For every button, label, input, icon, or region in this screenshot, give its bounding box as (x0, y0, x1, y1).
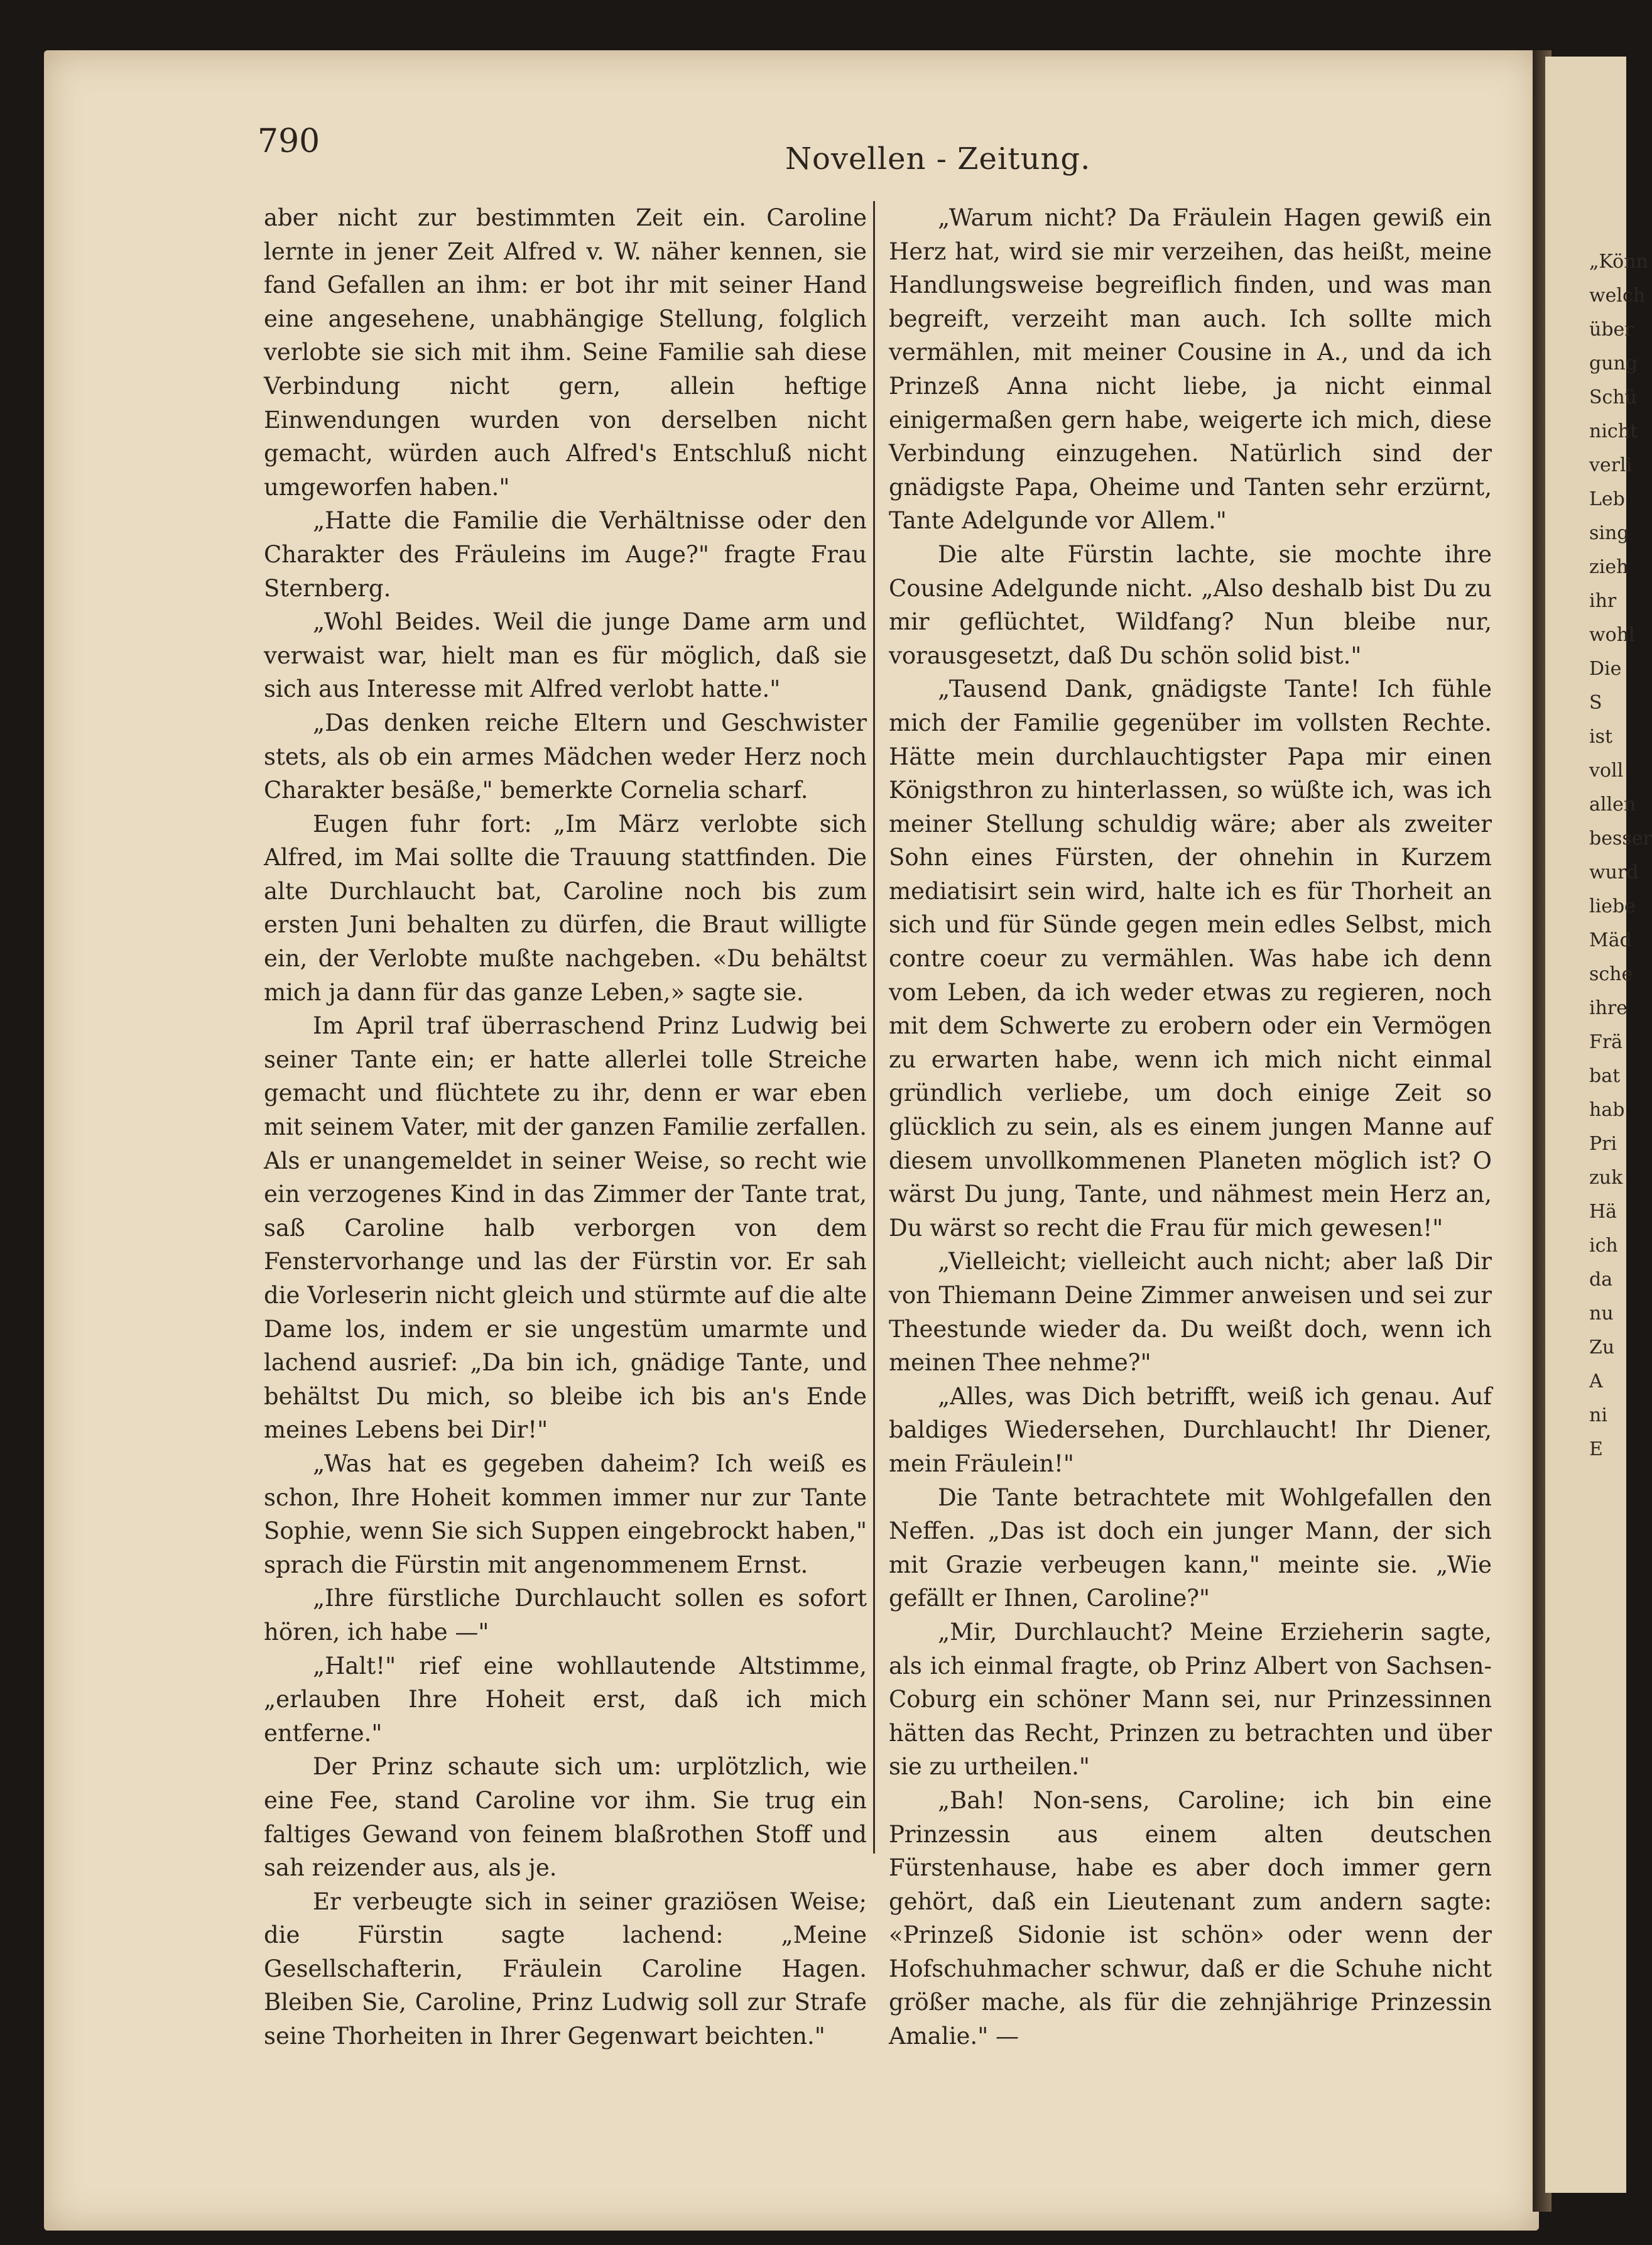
right-text-column (889, 201, 1492, 2053)
facing-page-fragment: wohl (1589, 624, 1635, 646)
paragraph: Er verbeugte sich in seiner graziösen Weise; die Fürstin sagte lachend: „Meine Gesellschafterin, Fräulein Caroline Hagen. Bleiben Sie, Caroline, Prinz Ludwig soll zur Strafe seine Thorheiten in Ihrer Gegenwart beichten." (264, 1887, 867, 2050)
facing-page-fragment: besser (1589, 828, 1652, 849)
facing-page-fragment: verli (1589, 454, 1633, 476)
facing-page-fragment: Mäd (1589, 929, 1632, 951)
facing-page-fragment: Frä (1589, 1031, 1623, 1053)
facing-page-fragment: da (1589, 1269, 1613, 1291)
facing-page-fragment: ihr (1589, 590, 1617, 612)
facing-page-fragment: A (1589, 1370, 1603, 1392)
facing-page-fragment: E (1589, 1438, 1603, 1460)
facing-page-fragment: nicht (1589, 420, 1638, 442)
paragraph: „Hatte die Familie die Verhältnisse oder den Charakter des Fräuleins im Auge?" fragte Frau Sternberg. (264, 507, 867, 602)
paragraph: „Mir, Durchlaucht? Meine Erzieherin sagte, als ich einmal fragte, ob Prinz Albert von Sachsen-Coburg ein schöner Mann sei, nur Prinzessinnen hätten das Recht, Prinzen zu betrachten und über sie zu urtheilen." (889, 1618, 1492, 1781)
facing-page-fragment: ist (1589, 726, 1613, 748)
facing-page-fragment: ni (1589, 1404, 1607, 1426)
facing-page-fragment: allen (1589, 794, 1636, 816)
paragraph: Die alte Fürstin lachte, sie mochte ihre Cousine Adelgunde nicht. „Also deshalb bist Du zu mir geflüchtet, Wildfang? Nun bleibe nur, vorausgesetzt, daß Du schön solid bist." (889, 540, 1492, 669)
facing-page-fragment: voll (1589, 760, 1624, 782)
paragraph: „Vielleicht; vielleicht auch nicht; aber laß Dir von Thiemann Deine Zimmer anweisen und sei zur Theestunde wieder da. Du weißt doch, wenn ich meinen Thee nehme?" (889, 1248, 1492, 1377)
paragraph: „Was hat es gegeben daheim? Ich weiß es schon, Ihre Hoheit kommen immer nur zur Tante Sophie, wenn Sie sich Suppen eingebrockt haben," sprach die Fürstin mit angenommenem Ernst. (264, 1450, 867, 1578)
facing-page-fragment: ihre (1589, 997, 1628, 1019)
facing-page-fragment: S (1589, 692, 1602, 714)
facing-page-fragment: Pri (1589, 1133, 1617, 1155)
facing-page-fragment: gung (1589, 352, 1638, 374)
paragraph: „Wohl Beides. Weil die junge Dame arm und verwaist war, hielt man es für möglich, daß sie sich aus Interesse mit Alfred verlobt hatte." (264, 608, 867, 703)
paragraph: „Alles, was Dich betrifft, weiß ich genau. Auf baldiges Wiedersehen, Durchlaucht! Ihr Diener, mein Fräulein!" (889, 1382, 1492, 1477)
paragraph: „Ihre fürstliche Durchlaucht sollen es sofort hören, ich habe —" (264, 1585, 867, 1646)
facing-page-fragment: ich (1589, 1235, 1618, 1257)
page-number: 790 (258, 123, 320, 160)
facing-page-fragment: Hä (1589, 1201, 1617, 1223)
running-head: Novellen - Zeitung. (785, 141, 1091, 177)
paragraph: „Warum nicht? Da Fräulein Hagen gewiß ein Herz hat, wird sie mir verzeihen, das heißt, meine Handlungsweise begreiflich finden, und was man begreift, verzeiht man auch. Ich sollte mich vermählen, mit meiner Cousine in A., und da ich Prinzeß Anna nicht liebe, ja nicht einmal einigermaßen gern habe, weigerte ich mich, diese Verbindung einzugehen. Natürlich sind der gnädigste Papa, Oheime und Tanten sehr erzürnt, Tante Adelgunde vor Allem." (889, 204, 1492, 535)
facing-page-fragment: nu (1589, 1303, 1614, 1325)
facing-page-fragment: bat (1589, 1065, 1621, 1087)
facing-page-fragment: Leb (1589, 488, 1625, 510)
facing-page-fragment: über (1589, 319, 1634, 341)
facing-page-text-fragments (1589, 245, 1652, 1879)
paragraph: Im April traf überraschend Prinz Ludwig bei seiner Tante ein; er hatte allerlei tolle Streiche gemacht und flüchtete zu ihr, denn er war eben mit seinem Vater, mit der ganzen Familie zerfallen. Als er unangemeldet in seiner Weise, so recht wie ein verzogenes Kind in das Zimmer der Tante trat, saß Caroline halb verborgen von dem Fenstervorhange und las der Fürstin vor. Er sah die Vorleserin nicht gleich und stürmte auf die alte Dame los, indem er sie ungestüm umarmte und lachend ausrief: „Da bin ich, gnädige Tante, und behältst Du mich, so bleibe ich bis an's Ende meines Lebens bei Dir!" (264, 1012, 867, 1444)
paragraph: „Halt!" rief eine wohllautende Altstimme, „erlauben Ihre Hoheit erst, daß ich mich entferne." (264, 1652, 867, 1747)
paragraph: Der Prinz schaute sich um: urplötzlich, wie eine Fee, stand Caroline vor ihm. Sie trug ein faltiges Gewand von feinem blaßrothen Stoff und sah reizender aus, als je. (264, 1753, 867, 1882)
facing-page-fragment: liebe (1589, 895, 1636, 917)
facing-page-fragment: zieh (1589, 556, 1629, 578)
facing-page-fragment: Schü (1589, 386, 1637, 408)
facing-page-fragment: sche (1589, 963, 1633, 985)
facing-page-fragment: zuk (1589, 1167, 1623, 1189)
facing-page-fragment: Die (1589, 658, 1622, 680)
paragraph: Eugen fuhr fort: „Im März verlobte sich Alfred, im Mai sollte die Trauung stattfinden. Die alte Durchlaucht bat, Caroline noch bis zum ersten Juni behalten zu dürfen, die Braut willigte ein, der Verlobte mußte nachgeben. «Du behältst mich ja dann für das ganze Leben,» sagte sie. (264, 810, 867, 1006)
paragraph: aber nicht zur bestimmten Zeit ein. Caroline lernte in jener Zeit Alfred v. W. näher kennen, sie fand Gefallen an ihm: er bot ihr mit seiner Hand eine angesehene, unabhängige Stellung, folglich verlobte sie sich mit ihm. Seine Familie sah diese Verbindung nicht gern, allein heftige Einwendungen wurden von derselben nicht gemacht, würden auch Alfred's Entschluß nicht umgeworfen haben." (264, 204, 867, 501)
left-text-column (264, 201, 867, 2053)
facing-page-fragment: welch (1589, 285, 1646, 307)
paragraph: „Tausend Dank, gnädigste Tante! Ich fühle mich der Familie gegenüber im vollsten Rechte. Hätte mein durchlauchtigster Papa mir einen Königsthron zu hinterlassen, so wüßte ich, was ich meiner Stellung schuldig wäre; aber als zweiter Sohn eines Fürsten, der ohnehin in Kurzem mediatisirt sein wird, halte ich es für Thorheit an sich und für Sünde gegen mein edles Selbst, mich contre coeur zu vermählen. Was habe ich denn vom Leben, da ich weder etwas zu regieren, noch mit dem Schwerte zu erobern oder ein Vermögen zu erwarten habe, wenn ich mich nicht einmal gründlich verliebe, um doch einige Zeit so glücklich zu sein, als es einem jungen Manne auf diesem unvollkommenen Planeten möglich ist? O wärst Du jung, Tante, und nähmest mein Herz an, Du wärst so recht die Frau für mich gewesen!" (889, 675, 1492, 1242)
facing-page-fragment: sing (1589, 522, 1629, 544)
column-divider (873, 201, 875, 1854)
paragraph: Die Tante betrachtete mit Wohlgefallen den Neffen. „Das ist doch ein junger Mann, der sich mit Grazie verbeugen kann," meinte sie. „Wie gefällt er Ihnen, Caroline?" (889, 1483, 1492, 1612)
paragraph: „Bah! Non-sens, Caroline; ich bin eine Prinzessin aus einem alten deutschen Fürstenhause, habe es aber doch immer gern gehört, daß ein Lieutenant zum andern sagte: «Prinzeß Sidonie ist schön» oder wenn der Hofschuhmacher schwur, daß er die Schuhe nicht größer mache, als für die zehnjährige Prinzessin Amalie." — (889, 1786, 1492, 2050)
facing-page-fragment: „Könn (1589, 251, 1648, 273)
paragraph: „Das denken reiche Eltern und Geschwister stets, als ob ein armes Mädchen weder Herz noch Charakter besäße," bemerkte Cornelia scharf. (264, 709, 867, 804)
facing-page-fragment: wurd (1589, 861, 1639, 883)
facing-page-fragment: hab (1589, 1099, 1625, 1121)
facing-page-fragment: Zu (1589, 1336, 1615, 1358)
